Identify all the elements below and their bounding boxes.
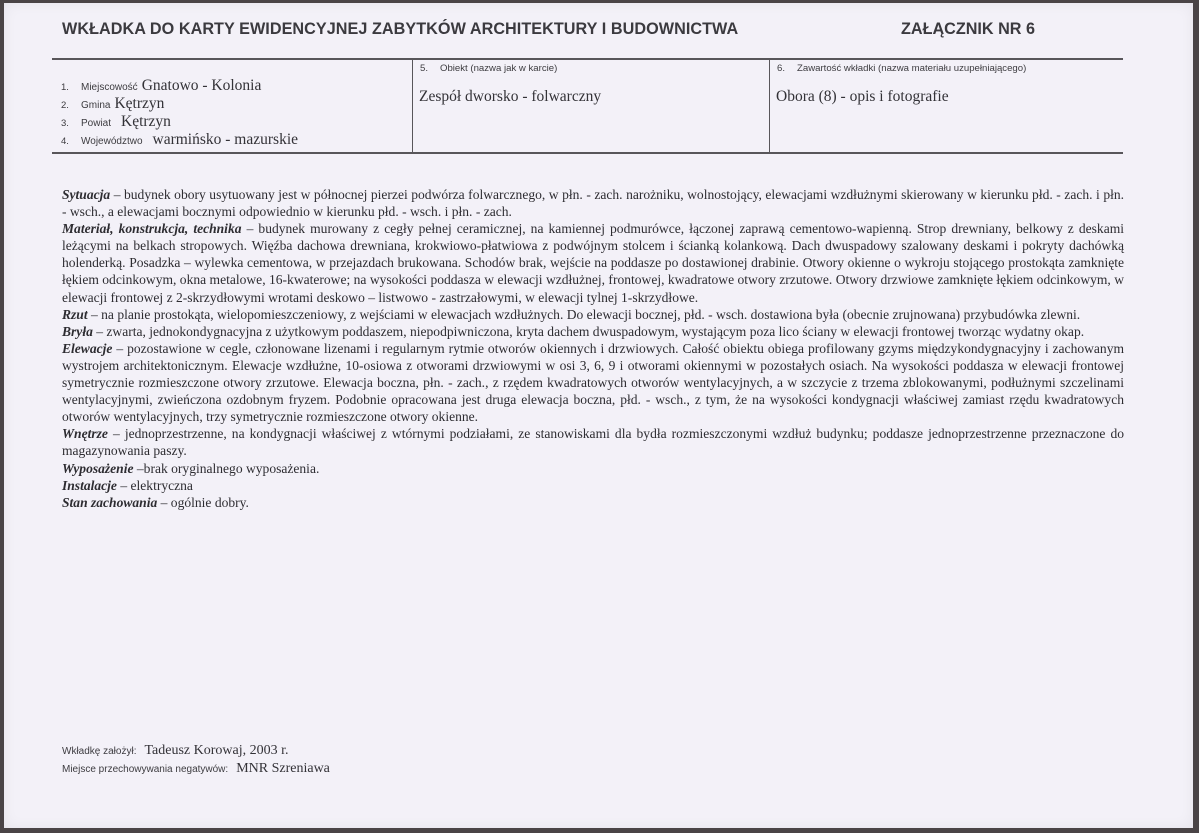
section-text: zwarta, jednokondygnacyjna z użytkowym poddaszem, niepodpiwniczona, kryta dachem dwuspadowym, wystającym poza lico ściany w elewacji frontowej tworząc wydatny okap. bbox=[106, 323, 1085, 339]
section-text: pozostawione w cegle, członowane lizenami i regularnym rytmie otworów okiennych i drzwiowych. Całość obiektu obiega profilowany gzyms międzykondygnacyjny i zachowanym wystrojem architektonicznym. Elewacje wzdłużne, 10-osiowa z otworami drzwiowymi w osi 3, 6, 9 i otworami okiennymi w pozostałych osiach. Na wysokości poddasza w elewacji frontowej symetrycznie rozmieszczone otwory zrzutowe. Elewacja boczna, płn. - zach., z rzędem kwadratowych otworów wentylacyjnych, a w szczycie z trzema zblokowanymi, podłużnymi szczelinami wentylacyjnymi, zwieńczona ozdobnym fryzem. Podobnie opracowana jest druga elewacja boczna, płd. - wsch., z tym, że na wysokości kondygnacji właściwej zamiast rzędu kwadratowych otworów wentylacyjnych, trzy symetrycznie rozmieszczone otwory okienne. bbox=[62, 340, 1125, 425]
section-interior bbox=[62, 425, 1124, 459]
field-label: Gmina bbox=[81, 100, 111, 111]
section-text: na planie prostokąta, wielopomieszczeniowy, z wejściami w elewacjach wzdłużnych. Do elewacji bocznej, płd. - wsch. dostawiona była (obecnie zrujnowana) przybudówka zlewni. bbox=[101, 306, 1081, 322]
document-sheet bbox=[4, 3, 1193, 828]
section-text: budynek obory usytuowany jest w północnej pierzei podwórza folwarcznego, w płn. - zach. narożniku, wolnostojący, elewacjami wzdłużnymi skierowany w kierunku płd. - zach. i płn. - wsch., a elewacjami bocznymi odpowiednio w kierunku płd. - wsch. i płn. - zach. bbox=[62, 187, 1125, 220]
description-body bbox=[62, 186, 1124, 511]
field-county bbox=[61, 113, 298, 131]
section-plan bbox=[62, 306, 1124, 323]
separator: – bbox=[112, 340, 128, 356]
field-number: 3. bbox=[61, 118, 69, 129]
section-elevations bbox=[62, 340, 1124, 425]
section-text: brak oryginalnego wyposażenia. bbox=[143, 460, 320, 476]
section-term: Sytuacja bbox=[62, 187, 111, 202]
field-number: 1. bbox=[61, 82, 69, 93]
field-value: Gnatowo - Kolonia bbox=[141, 77, 262, 94]
section-text: jednoprzestrzenne, na kondygnacji właściwej z wtórnymi podziałami, ze stanowiskami dla bydła rozmieszczonymi wzdłuż budynku; poddasze jednoprzestrzenne przeznaczone do magazynowania paszy. bbox=[62, 426, 1125, 459]
separator: – bbox=[157, 494, 171, 510]
separator: – bbox=[241, 221, 259, 237]
section-term: Wyposażenie bbox=[62, 460, 134, 476]
section-term: Elewacje bbox=[62, 340, 113, 356]
field-number: 4. bbox=[61, 136, 69, 147]
section-term: Rzut bbox=[62, 306, 88, 322]
field-label: Obiekt (nazwa jak w karcie) bbox=[440, 63, 558, 74]
field-voivodeship bbox=[61, 131, 298, 149]
section-term: Wnętrze bbox=[62, 426, 108, 442]
separator: – bbox=[107, 426, 125, 442]
author-value: Tadeusz Korowaj, 2003 r. bbox=[144, 743, 289, 758]
column-divider bbox=[412, 60, 413, 152]
separator: – bbox=[133, 460, 144, 476]
field-commune bbox=[61, 95, 298, 113]
negatives-label: Miejsce przechowywania negatywów: bbox=[62, 764, 229, 775]
footer bbox=[62, 741, 330, 777]
section-term: Instalacje bbox=[62, 477, 117, 493]
field-label: Miejscowość bbox=[81, 82, 138, 93]
contents-value: Obora (8) - opis i fotografie bbox=[776, 88, 949, 105]
field-label: Powiat bbox=[81, 118, 112, 129]
field-label: Województwo bbox=[81, 136, 143, 147]
section-material bbox=[62, 220, 1124, 305]
document-title: WKŁADKA DO KARTY EWIDENCYJNEJ ZABYTKÓW ARCHITEKTURY I BUDOWNICTWA bbox=[62, 20, 739, 38]
separator: – bbox=[116, 477, 131, 493]
section-equipment bbox=[62, 460, 1124, 477]
field-label: Zawartość wkładki (nazwa materiału uzupełniającego) bbox=[797, 63, 1027, 74]
separator: – bbox=[110, 187, 124, 202]
section-text: budynek murowany z cegły pełnej ceramicznej, na kamiennej podmurówce, łączonej zaprawą cementowo-wapienną. Strop drewniany, belkowy z deskami leżącymi na belkach stropowych. Więźba dachowa drewniana, krokwiowo-płatwiowa z podwójnym stolcem i ścianką kolankową. Dach dwuspadowy szalowany deskami i pokryty dachówką holenderką. Posadzka – wylewka cementowa, w przejazdach brukowana. Schodów brak, wejście na poddasze po dostawionej drabinie. Otwory okienne o wykroju stojącego prostokąta zamknięte łękiem odcinkowym, okna metalowe, 16-kwaterowe; na wysokości poddasza w elewacji wzdłużnej, frontowej, kwadratowe otwory zrzutowe. Otwory drzwiowe zamknięte łękiem odcinkowym, w elewacji frontowej z 2-skrzydłowymi wrotami deskowo – listwowo - zastrzałowymi, w elewacji tylnej 1-skrzydłowe. bbox=[62, 221, 1125, 305]
negatives-row bbox=[62, 759, 330, 777]
field-locality bbox=[61, 77, 298, 95]
section-massing bbox=[62, 323, 1124, 340]
field-value: Kętrzyn bbox=[121, 113, 171, 130]
section-text: elektryczna bbox=[130, 477, 193, 493]
location-fields bbox=[61, 77, 298, 149]
author-label: Wkładkę założył: bbox=[62, 746, 137, 757]
column-divider bbox=[769, 60, 770, 152]
negatives-value: MNR Szreniawa bbox=[236, 761, 330, 776]
section-installations bbox=[62, 477, 1124, 494]
section-situation bbox=[62, 186, 1124, 220]
field-number: 6. bbox=[777, 63, 786, 74]
section-term: Stan zachowania bbox=[62, 494, 158, 510]
field-number: 2. bbox=[61, 100, 69, 111]
location-form bbox=[52, 58, 1123, 154]
separator: – bbox=[92, 323, 107, 339]
object-value: Zespół dworsko - folwarczny bbox=[419, 88, 602, 105]
contents-label bbox=[777, 63, 1026, 74]
separator: – bbox=[87, 306, 102, 322]
field-value: warmińsko - mazurskie bbox=[152, 131, 299, 148]
author-row bbox=[62, 741, 330, 759]
object-label bbox=[420, 63, 557, 74]
section-term: Bryła bbox=[62, 323, 93, 339]
section-text: ogólnie dobry. bbox=[170, 494, 249, 510]
field-number: 5. bbox=[420, 63, 429, 74]
section-term: Materiał, konstrukcja, technika bbox=[62, 221, 242, 237]
field-value: Kętrzyn bbox=[114, 95, 165, 112]
section-condition bbox=[62, 494, 1124, 511]
annex-number: ZAŁĄCZNIK NR 6 bbox=[901, 20, 1035, 38]
